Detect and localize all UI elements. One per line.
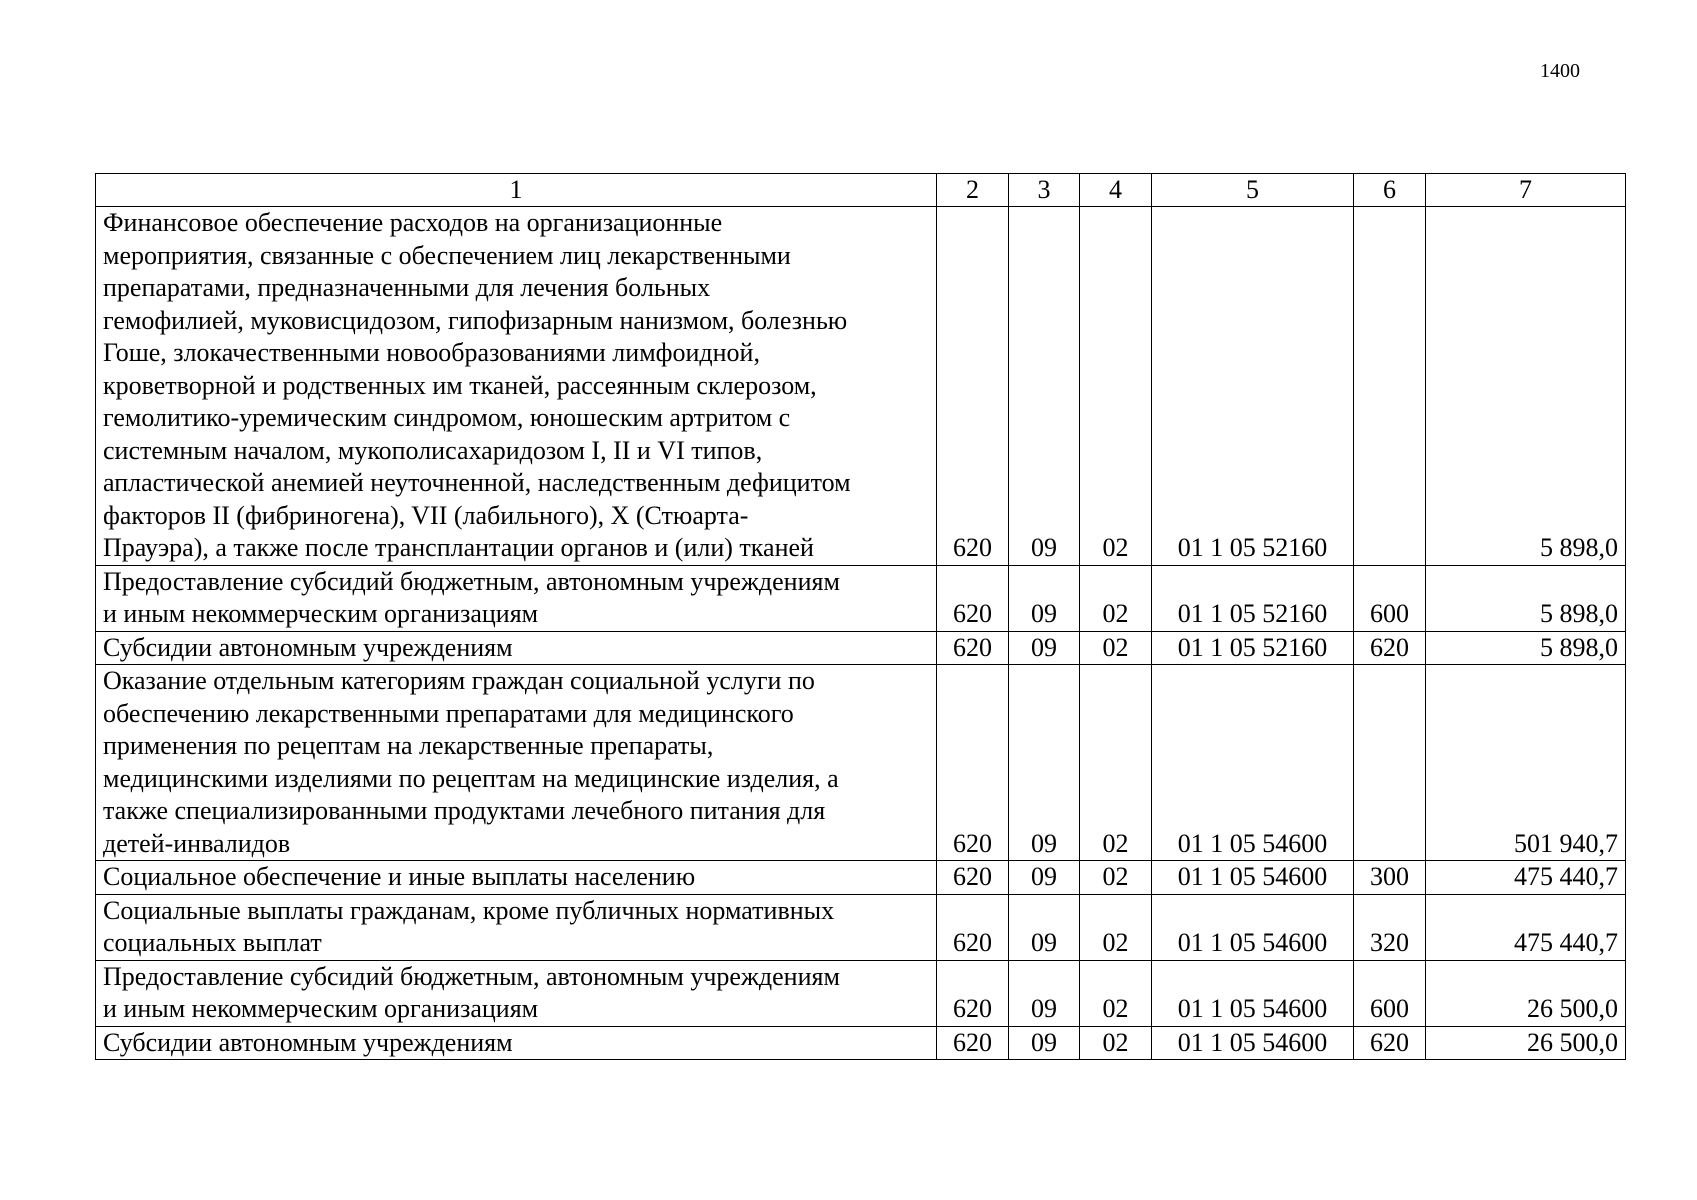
table-row <box>96 665 1626 861</box>
row-name-line: кроветворной и родственных им тканей, рассеянным склерозом, <box>103 370 817 400</box>
row-name-cell <box>96 861 937 895</box>
row-name-line: и иным некоммерческим организациям <box>103 994 539 1023</box>
ministry-code-cell: 620 <box>937 960 1009 1026</box>
header-row <box>96 174 1626 207</box>
section-code-cell: 09 <box>1009 565 1080 631</box>
column-header: 3 <box>1009 174 1080 207</box>
expense-type-cell: 620 <box>1354 631 1426 665</box>
target-article-cell: 01 1 05 54600 <box>1152 1026 1354 1060</box>
row-name-line: гемолитико-уремическим синдромом, юношеским артритом с <box>103 403 791 432</box>
table-row <box>96 631 1626 665</box>
ministry-code-cell: 620 <box>937 665 1009 861</box>
budget-table <box>95 173 1626 1060</box>
row-name-line: применения по рецептам на лекарственные препараты, <box>103 731 714 760</box>
subsection-code-cell: 02 <box>1080 207 1152 566</box>
amount-cell: 501 940,7 <box>1426 665 1626 861</box>
expense-type-cell: 620 <box>1354 1026 1426 1060</box>
row-name-line: Субсидии автономным учреждениям <box>103 632 513 662</box>
column-header: 7 <box>1426 174 1626 207</box>
page-number: 1400 <box>1540 60 1580 82</box>
subsection-code-cell: 02 <box>1080 960 1152 1026</box>
row-name-line: медицинскими изделиями по рецептам на медицинские изделия, а <box>103 763 839 793</box>
row-name-cell <box>96 207 937 566</box>
expense-type-cell: 600 <box>1354 565 1426 631</box>
row-name-line: Социальное обеспечение и иные выплаты населению <box>103 862 696 891</box>
section-code-cell: 09 <box>1009 894 1080 960</box>
ministry-code-cell: 620 <box>937 631 1009 665</box>
column-header: 1 <box>96 174 937 207</box>
row-name-cell <box>96 894 937 960</box>
expense-type-cell: 300 <box>1354 861 1426 895</box>
table-row <box>96 207 1626 566</box>
subsection-code-cell: 02 <box>1080 1026 1152 1060</box>
row-name-cell <box>96 1026 937 1060</box>
target-article-cell: 01 1 05 52160 <box>1152 565 1354 631</box>
expense-type-cell: 600 <box>1354 960 1426 1026</box>
ministry-code-cell: 620 <box>937 861 1009 895</box>
row-name-line: гемофилией, муковисцидозом, гипофизарным нанизмом, болезнью <box>103 305 848 335</box>
amount-cell: 5 898,0 <box>1426 565 1626 631</box>
section-code-cell: 09 <box>1009 861 1080 895</box>
column-header: 2 <box>937 174 1009 207</box>
amount-cell: 475 440,7 <box>1426 861 1626 895</box>
subsection-code-cell: 02 <box>1080 861 1152 895</box>
column-header: 5 <box>1152 174 1354 207</box>
row-name-line: Предоставление субсидий бюджетным, автономным учреждениям <box>103 566 840 596</box>
row-name-line: детей-инвалидов <box>103 828 291 858</box>
amount-cell: 26 500,0 <box>1426 960 1626 1026</box>
section-code-cell: 09 <box>1009 665 1080 861</box>
row-name-line: системным началом, мукополисахаридозом I, II и VI типов, <box>103 435 763 465</box>
row-name-cell <box>96 565 937 631</box>
row-name-line: Гоше, злокачественными новообразованиями лимфоидной, <box>103 338 760 367</box>
row-name-line: и иным некоммерческим организациям <box>103 599 539 628</box>
row-name-line: обеспечению лекарственными препаратами для медицинского <box>103 698 794 728</box>
row-name-line: апластической анемией неуточненной, наследственным дефицитом <box>103 468 851 497</box>
row-name-line: Социальные выплаты гражданам, кроме публичных нормативных <box>103 895 835 925</box>
row-name-cell <box>96 665 937 861</box>
row-name-line: также специализированными продуктами лечебного питания для <box>103 796 826 825</box>
subsection-code-cell: 02 <box>1080 631 1152 665</box>
row-name-line: мероприятия, связанные с обеспечением лиц лекарственными <box>103 240 791 270</box>
target-article-cell: 01 1 05 54600 <box>1152 861 1354 895</box>
amount-cell: 5 898,0 <box>1426 631 1626 665</box>
table-row <box>96 894 1626 960</box>
target-article-cell: 01 1 05 54600 <box>1152 960 1354 1026</box>
section-code-cell: 09 <box>1009 207 1080 566</box>
subsection-code-cell: 02 <box>1080 565 1152 631</box>
target-article-cell: 01 1 05 52160 <box>1152 631 1354 665</box>
table-row <box>96 861 1626 895</box>
table-row <box>96 960 1626 1026</box>
section-code-cell: 09 <box>1009 1026 1080 1060</box>
row-name-line: Финансовое обеспечение расходов на организационные <box>103 208 723 237</box>
row-name-line: Предоставление субсидий бюджетным, автономным учреждениям <box>103 961 840 991</box>
row-name-cell <box>96 631 937 665</box>
section-code-cell: 09 <box>1009 631 1080 665</box>
target-article-cell: 01 1 05 54600 <box>1152 894 1354 960</box>
expense-type-cell <box>1354 207 1426 566</box>
amount-cell: 26 500,0 <box>1426 1026 1626 1060</box>
amount-cell: 475 440,7 <box>1426 894 1626 960</box>
subsection-code-cell: 02 <box>1080 665 1152 861</box>
section-code-cell: 09 <box>1009 960 1080 1026</box>
column-header: 4 <box>1080 174 1152 207</box>
target-article-cell: 01 1 05 52160 <box>1152 207 1354 566</box>
row-name-line: Прауэра), а также после трансплантации органов и (или) тканей <box>103 533 814 562</box>
expense-type-cell <box>1354 665 1426 861</box>
row-name-cell <box>96 960 937 1026</box>
subsection-code-cell: 02 <box>1080 894 1152 960</box>
table-body <box>96 207 1626 1060</box>
row-name-line: факторов II (фибриногена), VII (лабильного), X (Стюарта- <box>103 500 749 530</box>
target-article-cell: 01 1 05 54600 <box>1152 665 1354 861</box>
row-name-line: препаратами, предназначенными для лечения больных <box>103 273 711 302</box>
row-name-line: Оказание отдельным категориям граждан социальной услуги по <box>103 666 815 695</box>
column-header: 6 <box>1354 174 1426 207</box>
table-row <box>96 565 1626 631</box>
row-name-line: Субсидии автономным учреждениям <box>103 1027 513 1057</box>
amount-cell: 5 898,0 <box>1426 207 1626 566</box>
table-row <box>96 1026 1626 1060</box>
ministry-code-cell: 620 <box>937 207 1009 566</box>
ministry-code-cell: 620 <box>937 894 1009 960</box>
expense-type-cell: 320 <box>1354 894 1426 960</box>
ministry-code-cell: 620 <box>937 1026 1009 1060</box>
row-name-line: социальных выплат <box>103 928 322 957</box>
ministry-code-cell: 620 <box>937 565 1009 631</box>
